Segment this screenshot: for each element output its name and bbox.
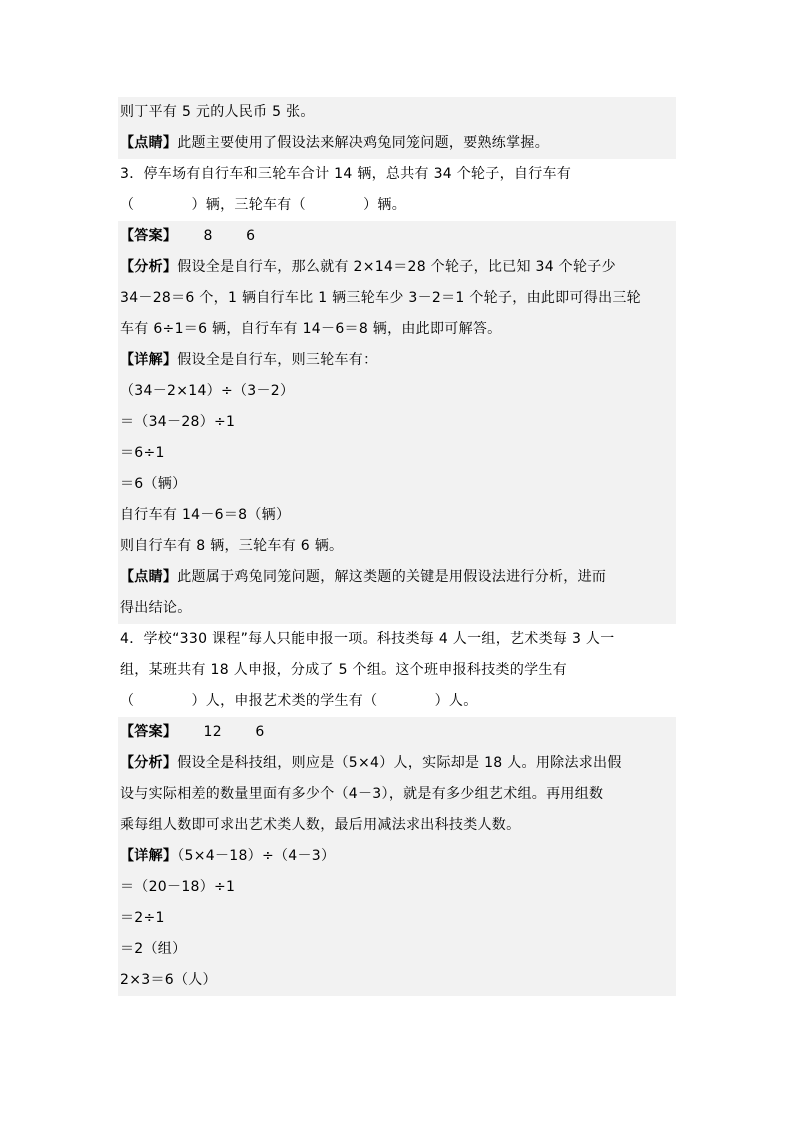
section-tag: 【详解】 (120, 352, 178, 368)
text-line (118, 438, 676, 469)
line-text: 则丁平有 5 元的人民币 5 张。 (120, 104, 315, 120)
text-line (118, 469, 676, 500)
line-text: 此题主要使用了假设法来解决鸡兔同笼问题，要熟练掌握。 (177, 135, 550, 151)
line-text: （34－2×14）÷（3－2） (120, 383, 295, 399)
line-text: 乘每组人数即可求出艺术类人数，最后用减法求出科技类人数。 (120, 817, 521, 833)
text-line (118, 562, 676, 593)
text-line (118, 903, 676, 934)
text-line (118, 500, 676, 531)
line-text: 组，某班共有 18 人申报，分成了 5 个组。这个班申报科技类的学生有 (120, 662, 568, 678)
line-text: （5×4－18）÷（4－3） (177, 848, 336, 864)
text-line (118, 810, 676, 841)
line-text: 3．停车场有自行车和三轮车合计 14 辆，总共有 34 个轮子，自行车有 (120, 166, 572, 182)
line-text: 8 6 (170, 228, 256, 244)
section-tag: 【点睛】 (120, 135, 178, 151)
line-text: 则自行车有 8 辆，三轮车有 6 辆。 (120, 538, 344, 554)
line-text: 34－28＝6 个，1 辆自行车比 1 辆三轮车少 3－2＝1 个轮子，由此即可得出三轮 (120, 290, 641, 306)
line-text: （ ）人，申报艺术类的学生有（ ）人。 (120, 693, 478, 709)
text-line (118, 779, 676, 810)
section-tag: 【分析】 (120, 259, 178, 275)
text-line (118, 841, 676, 872)
section-tag: 【分析】 (120, 755, 178, 771)
text-line (118, 748, 676, 779)
section-tag: 【答案】 (120, 724, 171, 740)
text-line (118, 376, 676, 407)
line-text: 假设全是科技组，则应是（5×4）人，实际却是 18 人。用除法求出假 (177, 755, 622, 771)
line-text: 设与实际相差的数量里面有多少个（4－3），就是有多少组艺术组。再用组数 (120, 786, 604, 802)
text-line (118, 252, 676, 283)
text-line (118, 221, 676, 252)
line-text: 假设全是自行车，则三轮车有： (177, 352, 378, 368)
text-line (118, 965, 676, 996)
line-text: 得出结论。 (120, 600, 192, 616)
text-line (118, 872, 676, 903)
line-text: ＝6（辆） (120, 476, 187, 492)
text-line (118, 190, 676, 221)
line-text: （ ）辆，三轮车有（ ）辆。 (120, 197, 406, 213)
line-text: 车有 6÷1＝6 辆，自行车有 14－6＝8 辆，由此即可解答。 (120, 321, 502, 337)
line-text: 此题属于鸡兔同笼问题，解这类题的关键是用假设法进行分析，进而 (177, 569, 607, 585)
section-tag: 【答案】 (120, 228, 171, 244)
line-text: 2×3＝6（人） (120, 972, 217, 988)
line-text: 4．学校“330 课程”每人只能申报一项。科技类每 4 人一组，艺术类每 3 人一 (120, 631, 615, 647)
text-line (118, 593, 676, 624)
line-text: 自行车有 14－6＝8（辆） (120, 507, 291, 523)
line-text: 12 6 (170, 724, 265, 740)
text-line (118, 128, 676, 159)
line-text: ＝6÷1 (120, 445, 165, 461)
section-tag: 【点睛】 (120, 569, 178, 585)
text-line (118, 314, 676, 345)
line-text: ＝（20－18）÷1 (120, 879, 236, 895)
text-line (118, 97, 676, 128)
line-text: ＝2（组） (120, 941, 187, 957)
text-line (118, 345, 676, 376)
line-text: 假设全是自行车，那么就有 2×14＝28 个轮子，比已知 34 个轮子少 (177, 259, 616, 275)
text-line (118, 934, 676, 965)
text-line (118, 159, 676, 190)
document-body (118, 97, 676, 996)
text-line (118, 531, 676, 562)
text-line (118, 283, 676, 314)
text-line (118, 717, 676, 748)
section-tag: 【详解】 (120, 848, 178, 864)
text-line (118, 655, 676, 686)
line-text: ＝2÷1 (120, 910, 165, 926)
text-line (118, 686, 676, 717)
text-line (118, 407, 676, 438)
line-text: ＝（34－28）÷1 (120, 414, 236, 430)
text-line (118, 624, 676, 655)
